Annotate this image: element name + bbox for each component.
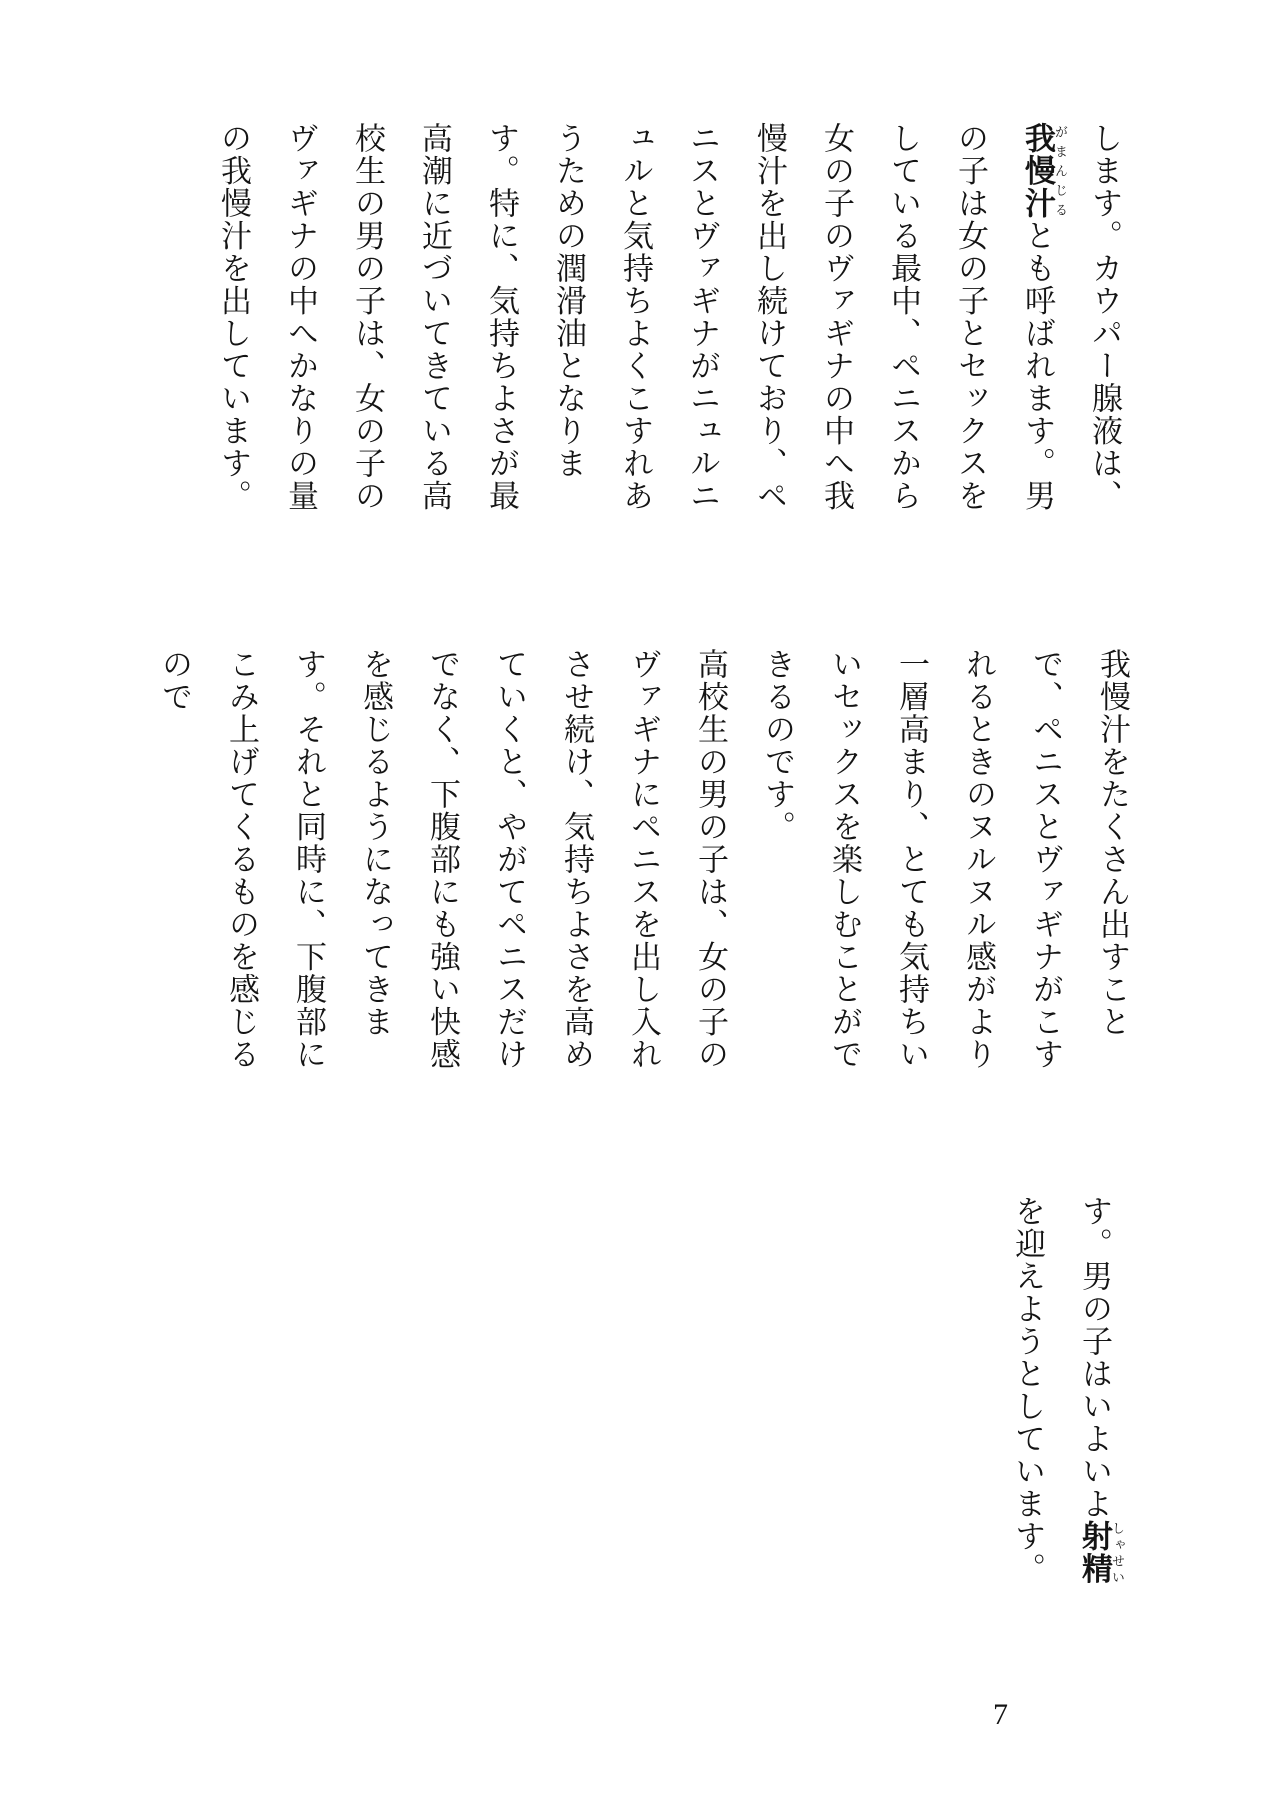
text-run: 高校生の男の子は、女の子のヴァギナにペニスを出し入れさせ続け、気持ちよさを高めていくと、やがてペニスだけでなく、下腹部にも強い快感を感じるようになってきます。それと同時に、下腹部にこみ上げてくるものを感じるので bbox=[157, 648, 728, 1071]
paragraph bbox=[744, 648, 1146, 1100]
paragraph bbox=[200, 122, 1138, 514]
furigana: しゃせい bbox=[1110, 1520, 1125, 1585]
paragraph bbox=[994, 1195, 1128, 1595]
text-run: とも呼ばれます。男の子は女の子とセックスをしている最中、ペニスから女の子のヴァギナの中へ我慢汁を出し続けており、ペニスとヴァギナがニュルニュルと気持ちよくこすれあうための潤滑油となります。特に、気持ちよさが最高潮に近づいてきている高校生の男の子は、女の子のヴァギナの中へかなりの量の我慢汁を出しています。 bbox=[216, 122, 1055, 512]
page-number: 7 bbox=[993, 1698, 1008, 1731]
ruby-annotated-term: 射精しゃせい bbox=[1077, 1520, 1125, 1585]
text-run: します。カウパー腺液は、 bbox=[1087, 122, 1122, 512]
text-run: す。男の子はいよいよ bbox=[1077, 1195, 1112, 1520]
paragraph-block-middle bbox=[141, 648, 1146, 1100]
paragraph bbox=[141, 648, 744, 1100]
text-run: を迎えようとしています。 bbox=[1010, 1195, 1045, 1585]
ruby-annotated-term: 我慢汁がまんじる bbox=[1020, 122, 1068, 220]
text-run: 我慢汁をたくさん出すことで、ペニスとヴァギナがこすれるときのヌルヌル感がより一層高まり、とても気持ちいいセックスを楽しむことができるのです。 bbox=[760, 648, 1130, 1071]
paragraph-block-bottom bbox=[994, 1195, 1128, 1595]
furigana: がまんじる bbox=[1053, 122, 1068, 220]
paragraph-block-top bbox=[200, 122, 1138, 514]
